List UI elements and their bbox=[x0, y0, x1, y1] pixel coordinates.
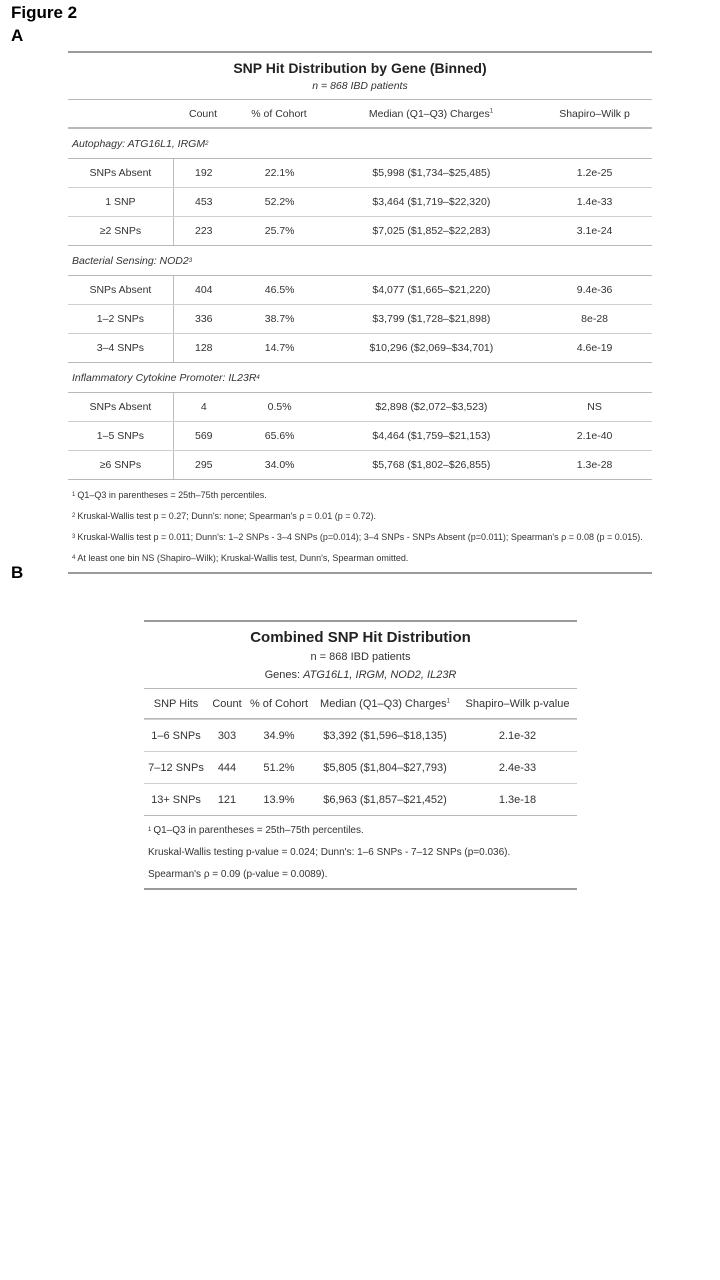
header-median-label: Median (Q1–Q3) Charges bbox=[320, 697, 447, 710]
table-cell: 128 bbox=[194, 342, 213, 354]
table-cell: ≥6 SNPs bbox=[68, 451, 174, 479]
table-cell: $2,898 ($2,072–$3,523) bbox=[375, 401, 488, 413]
table-cell: $3,799 ($1,728–$21,898) bbox=[372, 313, 491, 325]
table-cell: 1.3e-18 bbox=[498, 793, 537, 806]
header-cell-median bbox=[312, 698, 458, 710]
table-cell: 52.2% bbox=[264, 196, 295, 208]
header-cell: % of Cohort bbox=[251, 107, 307, 120]
table-cell: 2.1e-32 bbox=[498, 729, 537, 742]
table-row bbox=[68, 276, 652, 304]
table-b-body bbox=[144, 719, 577, 815]
table-cell: 404 bbox=[194, 284, 213, 296]
table-cell: 295 bbox=[194, 459, 213, 471]
table-cell: 13+ SNPs bbox=[151, 793, 201, 806]
table-cell: 9.4e-36 bbox=[576, 284, 613, 296]
footnote-text: Kruskal-Wallis test p = 0.011; Dunn's: 1–2 SNPs - 3–4 SNPs (p=0.014); 3–4 SNPs - SNPs Absent (p=0.011); Spearman's ρ = 0.08 (p = 0.015). bbox=[77, 531, 643, 542]
table-cell: 1 SNP bbox=[68, 188, 174, 216]
table-cell: $6,963 ($1,857–$21,452) bbox=[323, 793, 447, 806]
footnote-text: Q1–Q3 in parentheses = 25th–75th percentiles. bbox=[153, 824, 364, 836]
table-cell: SNPs Absent bbox=[68, 159, 174, 187]
table-cell: 25.7% bbox=[264, 225, 295, 237]
table-a-body bbox=[68, 128, 652, 479]
table-row bbox=[68, 187, 652, 216]
panel-a-label: A bbox=[11, 26, 24, 45]
footnote-text: Spearman's ρ = 0.09 (p-value = 0.0089). bbox=[148, 868, 328, 880]
table-cell: 46.5% bbox=[264, 284, 295, 296]
footnote: 4 At least one bin NS (Shapiro–Wilk); Kruskal-Wallis test, Dunn's, Spearman omitted. bbox=[72, 552, 409, 563]
table-a-header-row bbox=[68, 99, 652, 128]
genes-prefix: Genes: bbox=[264, 669, 304, 681]
table-cell: 8e-28 bbox=[581, 313, 609, 325]
header-cell: Count bbox=[212, 697, 242, 710]
group-label: Inflammatory Cytokine Promoter: IL23R bbox=[72, 371, 257, 384]
table-cell: ≥2 SNPs bbox=[68, 217, 174, 245]
table-a-subtitle: n = 868 IBD patients bbox=[312, 80, 408, 92]
group-label: Bacterial Sensing: NOD2 bbox=[72, 254, 189, 267]
table-row bbox=[68, 304, 652, 333]
table-cell: 1–6 SNPs bbox=[151, 729, 201, 742]
table-cell: 1.4e-33 bbox=[576, 196, 613, 208]
table-cell: $10,296 ($2,069–$34,701) bbox=[369, 342, 494, 354]
table-row bbox=[144, 719, 577, 751]
table-cell: 51.2% bbox=[263, 761, 295, 774]
table-cell: $5,998 ($1,734–$25,485) bbox=[372, 167, 491, 179]
header-cell: Count bbox=[188, 107, 218, 120]
footnote: 3 Kruskal-Wallis test p = 0.011; Dunn's: 1–2 SNPs - 3–4 SNPs (p=0.014); 3–4 SNPs - SNPs Absent (p=0.011); Spearman's ρ = 0.08 (p = 0.015). bbox=[72, 531, 643, 542]
table-cell: 2.4e-33 bbox=[498, 761, 537, 774]
footnote-text: At least one bin NS (Shapiro–Wilk); Kruskal-Wallis test, Dunn's, Spearman omitted. bbox=[77, 552, 409, 563]
group-header: Bacterial Sensing: NOD2 3 bbox=[68, 245, 652, 276]
header-median-sup: 1 bbox=[446, 697, 450, 704]
table-cell: NS bbox=[587, 401, 602, 413]
panel-b-label: B bbox=[11, 563, 24, 582]
table-cell: 223 bbox=[194, 225, 213, 237]
table-cell: SNPs Absent bbox=[68, 276, 174, 304]
footnote-text: Kruskal-Wallis testing p-value = 0.024; Dunn's: 1–6 SNPs - 7–12 SNPs (p=0.036). bbox=[148, 846, 511, 858]
header-cell: Shapiro–Wilk p-value bbox=[465, 697, 570, 710]
table-b-genes bbox=[144, 668, 577, 688]
table-b-header-row bbox=[144, 688, 577, 719]
table-cell: 192 bbox=[194, 167, 213, 179]
table-cell: 569 bbox=[194, 430, 213, 442]
table-cell: 2.1e-40 bbox=[576, 430, 613, 442]
table-cell: 121 bbox=[217, 793, 237, 806]
header-cell-median bbox=[325, 108, 537, 120]
table-a-footnotes bbox=[68, 479, 652, 572]
header-cell: SNP Hits bbox=[153, 697, 199, 710]
table-a bbox=[68, 51, 652, 574]
table-cell: 1.2e-25 bbox=[576, 167, 613, 179]
table-row bbox=[68, 216, 652, 245]
table-row bbox=[68, 450, 652, 479]
header-median-label: Median (Q1–Q3) Charges bbox=[368, 107, 490, 120]
table-cell: 4.6e-19 bbox=[576, 342, 613, 354]
table-cell: 7–12 SNPs bbox=[148, 761, 204, 774]
table-b-subtitle: n = 868 IBD patients bbox=[310, 651, 411, 663]
table-cell: $4,464 ($1,759–$21,153) bbox=[372, 430, 491, 442]
table-cell: 3–4 SNPs bbox=[68, 334, 174, 362]
footnote bbox=[148, 841, 577, 863]
table-row bbox=[144, 783, 577, 815]
table-cell: 13.9% bbox=[263, 793, 295, 806]
group-header: Inflammatory Cytokine Promoter: IL23R 4 bbox=[68, 362, 652, 393]
footnote: 1 Q1–Q3 in parentheses = 25th–75th percentiles. bbox=[72, 489, 267, 500]
table-row bbox=[68, 421, 652, 450]
table-cell: $7,025 ($1,852–$22,283) bbox=[372, 225, 491, 237]
table-cell: 65.6% bbox=[264, 430, 295, 442]
table-cell: 1.3e-28 bbox=[576, 459, 613, 471]
table-cell: 34.0% bbox=[264, 459, 295, 471]
table-cell: $3,464 ($1,719–$22,320) bbox=[372, 196, 491, 208]
table-row bbox=[68, 333, 652, 362]
table-row bbox=[68, 159, 652, 187]
footnote-text: Kruskal-Wallis test p = 0.27; Dunn's: none; Spearman's ρ = 0.01 (p = 0.72). bbox=[77, 510, 376, 521]
table-b-title: Combined SNP Hit Distribution bbox=[250, 629, 471, 646]
header-median-sup: 1 bbox=[489, 108, 494, 114]
footnote: 1 Q1–Q3 in parentheses = 25th–75th percentiles. bbox=[148, 824, 364, 836]
table-cell: 1–5 SNPs bbox=[68, 422, 174, 450]
footnote: 2 Kruskal-Wallis test p = 0.27; Dunn's: none; Spearman's ρ = 0.01 (p = 0.72). bbox=[72, 510, 376, 521]
header-cell: % of Cohort bbox=[249, 697, 309, 710]
header-cell: Shapiro–Wilk p bbox=[559, 107, 630, 120]
genes-list: ATG16L1, IRGM, NOD2, IL23R bbox=[303, 669, 457, 681]
group-label: Autophagy: ATG16L1, IRGM bbox=[72, 137, 206, 150]
table-b bbox=[144, 620, 577, 890]
table-cell: $5,805 ($1,804–$27,793) bbox=[323, 761, 447, 774]
table-cell: 336 bbox=[194, 313, 213, 325]
table-cell: 38.7% bbox=[264, 313, 295, 325]
table-cell: 303 bbox=[217, 729, 237, 742]
table-cell: $5,768 ($1,802–$26,855) bbox=[372, 459, 491, 471]
table-cell: 34.9% bbox=[263, 729, 295, 742]
table-a-title: SNP Hit Distribution by Gene (Binned) bbox=[233, 60, 487, 76]
table-cell: 0.5% bbox=[267, 401, 292, 413]
footnote bbox=[148, 863, 577, 885]
table-cell: SNPs Absent bbox=[68, 393, 174, 421]
table-cell: 3.1e-24 bbox=[576, 225, 613, 237]
table-cell: 22.1% bbox=[264, 167, 295, 179]
table-cell: $4,077 ($1,665–$21,220) bbox=[372, 284, 491, 296]
table-cell: 1–2 SNPs bbox=[68, 305, 174, 333]
figure-title: Figure 2 bbox=[11, 3, 78, 22]
group-header: Autophagy: ATG16L1, IRGM 2 bbox=[68, 128, 652, 159]
table-cell: 453 bbox=[194, 196, 213, 208]
table-cell: 444 bbox=[217, 761, 237, 774]
table-cell: $3,392 ($1,596–$18,135) bbox=[323, 729, 447, 742]
table-cell: 14.7% bbox=[264, 342, 295, 354]
table-b-footnotes bbox=[144, 815, 577, 888]
table-cell: 4 bbox=[200, 401, 207, 413]
footnote-text: Q1–Q3 in parentheses = 25th–75th percentiles. bbox=[77, 489, 267, 500]
table-row bbox=[68, 393, 652, 421]
table-row bbox=[144, 751, 577, 783]
